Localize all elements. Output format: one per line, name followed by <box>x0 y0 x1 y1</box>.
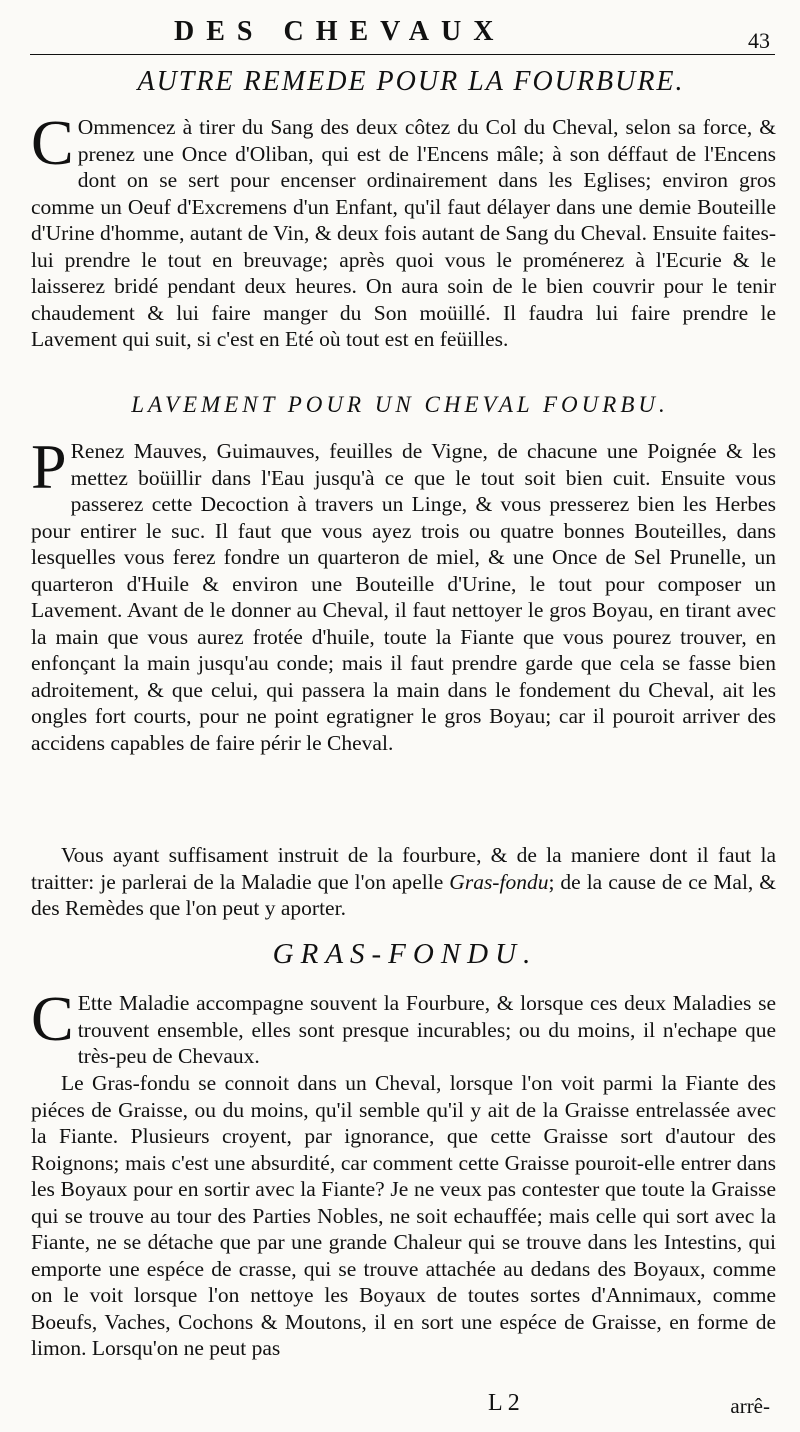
section-title-autre-remede: AUTRE REMEDE POUR LA FOURBURE. <box>137 66 685 97</box>
paragraph-text: Renez Mauves, Guimauves, feuilles de Vigne, de chacune une Poignée & les mettez boüillir dans l'Eau jusqu'à ce que le tout soit bien cuit. Ensuite vous passerez cette Decoction à travers un Linge, & vous presserez bien les Herbes pour entirer le suc. Il faut que vous ayez trois ou quatre bonnes Bouteilles, dans lesquelles vous ferez fondre un quarteron de miel, & une Once de Sel Prunelle, un quarteron d'Huile & environ une Bouteille d'Urine, le tout pour composer un Lavement. Avant de le donner au Cheval, il faut nettoyer le gros Boyau, en tirant avec la main que vous aurez frotée d'huile, toute la Fiante que vous pourez trouver, en enfonçant la main jusqu'au conde; mais il faut prendre garde que cela se fasse bien adroitement, & que celui, qui passera la main dans le fondement du Cheval, ait les ongles fort courts, pour ne point egratigner le gros Boyau; car il pouroit arriver des accidens capables de faire périr le Cheval. <box>31 439 776 755</box>
paragraph-text: ; de la cause de ce Mal, & des Remèdes que l'on peut y aporter. <box>31 869 777 920</box>
paragraph-text: Ette Maladie accompagne souvent la Fourbure, & lorsque ces deux Maladies se trouvent ensemble, elles sont presque incurables; ou du moins, il n'echape que très-peu de Chevaux. <box>77 991 776 1068</box>
section-title-gras-fondu: GRAS-FONDU. <box>272 938 538 970</box>
paragraph-autre-remede <box>31 107 776 353</box>
paragraph-lavement <box>31 431 776 756</box>
paragraph-gras-fondu-intro <box>31 983 776 1070</box>
paragraph-transition <box>31 842 776 922</box>
drop-cap: C <box>31 983 74 1054</box>
paragraph-text: Vous ayant suffisament instruit de la fourbure, & de la maniere dont il faut la traitter: je parlerai de la Maladie que l'on apelle <box>31 843 776 894</box>
paragraph-gras-fondu-body: Le Gras-fondu se connoit dans un Cheval, lorsque l'on voit parmi la Fiante des piéces de Graisse, ou du moins, qu'il semble qu'il y ait de la Graisse entrelassée avec la Fiante. Plusieurs croyent, par ignorance, que cette Graisse sort d'autour des Roignons; mais c'est une absurdité, car comment cette Graisse pouroit-elle entrer dans les Boyaux pour en sortir avec la Fiante? Je ne veux pas contester que toute la Graisse qui se trouve au tour des Parties Nobles, ne soit echauffée; mais celle qui sort avec la Fiante, ne se détache que par une grande Chaleur qui se trouve dans les Intestins, qui emporte une espéce de crasse, qui se trouve attachée au dedans des Boyaux, comme on le voit lorsque l'on nettoye les Boyaux de toutes sortes d'Annimaux, comme Boeufs, Vaches, Cochons & Moutons, il en sort une espéce de Graisse, en forme de limon. Lorsqu'on ne peut pas <box>31 1071 776 1360</box>
drop-cap: P <box>31 431 67 502</box>
italic-term: Gras-fondu <box>449 869 549 894</box>
page-number: 43 <box>748 28 770 53</box>
paragraph-text: Ommencez à tirer du Sang des deux côtez du Col du Cheval, selon sa force, & prenez une Once d'Oliban, qui est de l'Encens mâle; à son déffaut de l'Encens dont on se sert pour encenser ordinairement dans les Eglises; environ gros comme un Oeuf d'Excremens d'un Enfant, qu'il faut délayer dans une demie Bouteille d'Urine d'homme, autant de Vin, & deux fois autant de Sang du Cheval. Ensuite faites-lui prendre le tout en breuvage; après quoi vous le proménerez à l'Ecurie & le laisserez bridé pendant deux heures. On aura soin de le bien couvrir pour le tenir chaudement & lui faire manger du Son moüillé. Il faudra lui faire prendre le Lavement qui suit, si c'est en Eté où tout est en feüilles. <box>31 115 776 351</box>
catchword: arrê- <box>730 1394 770 1418</box>
header-rule <box>30 54 775 55</box>
section-title-lavement: LAVEMENT POUR UN CHEVAL FOURBU. <box>131 392 669 417</box>
running-title: DES CHEVAUX <box>174 16 506 47</box>
signature-mark: L 2 <box>488 1390 520 1416</box>
drop-cap: C <box>31 107 74 178</box>
running-head <box>0 14 800 54</box>
